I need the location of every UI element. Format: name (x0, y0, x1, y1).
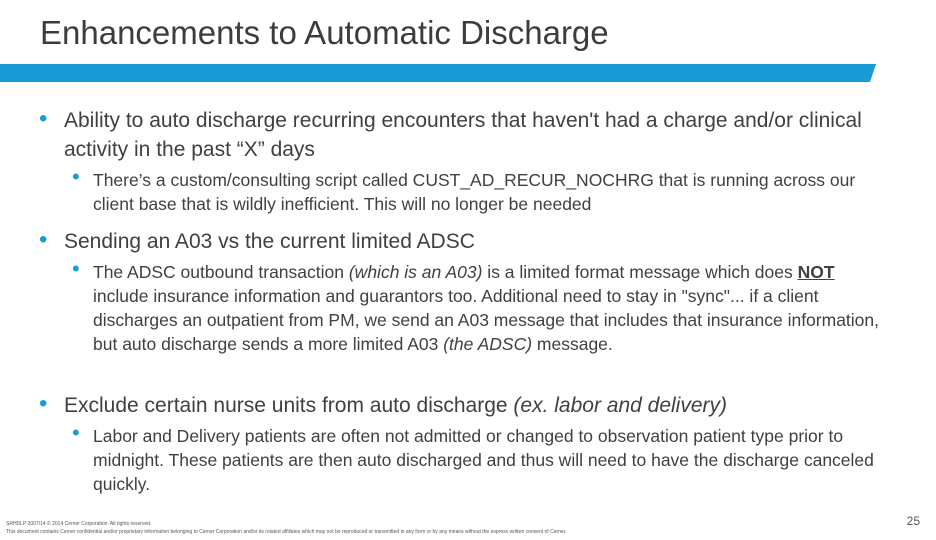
sub-bullet-adsc-transaction (72, 256, 893, 356)
bullet-text: Exclude certain nurse units from auto discharge (64, 394, 514, 417)
bullet-dot-icon: • (39, 105, 48, 132)
bullet-text: Ability to auto discharge recurring encounters that haven't had a charge and/or clinical activity in the past “X” days (64, 109, 862, 161)
bullet-dot-icon: • (39, 226, 48, 253)
sub-bullet-italic-part: (which is an A03) (348, 262, 483, 282)
sub-bullet-text-part: The ADSC outbound transaction (93, 262, 349, 282)
sub-bullet-text-part: include insurance information and guarantors too. Additional need to stay in "sync"... if a client discharges an outpatient from PM, we send an A03 message that includes that insurance information, but auto discharge sends a more limited A03 (93, 286, 880, 354)
sub-bullet-labor-delivery (72, 420, 893, 496)
bullet-dot-icon: • (72, 256, 80, 281)
bullet-italic-text: (ex. labor and delivery) (513, 394, 728, 417)
sub-bullet-text: Labor and Delivery patients are often not admitted or changed to observation patient type prior to midnight. These patients are then auto discharged and thus will need to have the discharge canceled quickly. (93, 426, 874, 494)
bullet-dot-icon: • (39, 390, 48, 417)
bullet-recurring-encounters (39, 105, 884, 164)
emphasis-not: NOT (797, 262, 835, 282)
bullet-text: Sending an A03 vs the current limited ADSC (64, 230, 475, 253)
bullet-sending-a03 (39, 226, 884, 256)
title-accent-bar (0, 64, 876, 82)
bullet-dot-icon: • (72, 420, 80, 445)
footer-copyright: SRHDLP 2007/14 © 2014 Cerner Corporation. All rights reserved. (6, 521, 152, 527)
sub-bullet-custom-script (72, 164, 893, 216)
sub-bullet-italic-part: (the ADSC) (443, 334, 533, 354)
page-number: 25 (906, 514, 920, 528)
sub-bullet-text-part: message. (532, 334, 613, 354)
bullet-dot-icon: • (72, 164, 80, 189)
sub-bullet-text: There’s a custom/consulting script called CUST_AD_RECUR_NOCHRG that is running across our client base that is wildly inefficient. This will no longer be needed (93, 170, 856, 214)
bullet-exclude-nurse-units (39, 390, 884, 420)
sub-bullet-text-part: is a limited format message which does (482, 262, 798, 282)
slide-title: Enhancements to Automatic Discharge (40, 14, 609, 51)
footer-confidential-notice: This document contains Cerner confidential and/or proprietary information belonging to Cerner Corporation and/or its related affiliates which may not be reproduced or transmitted in any form or by any means without the express written consent of Cerner. (6, 529, 567, 535)
